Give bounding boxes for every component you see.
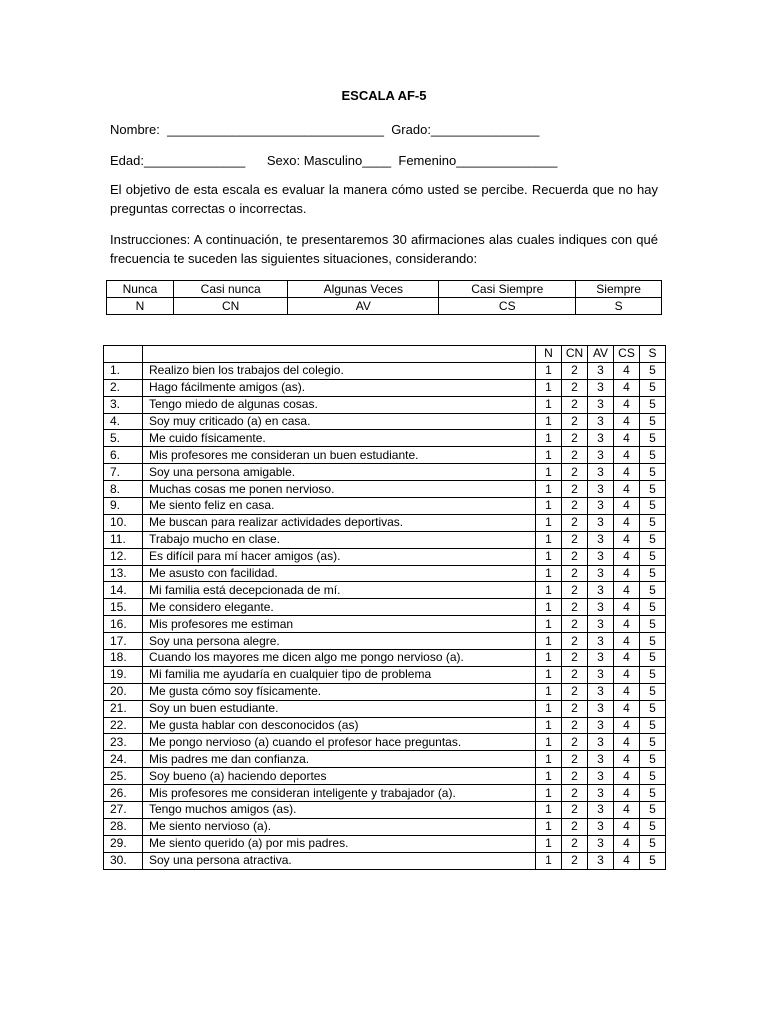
items-header-row — [104, 346, 666, 363]
header-cell: S — [640, 346, 666, 363]
rating-option[interactable]: 4 — [614, 498, 640, 515]
rating-option[interactable]: 1 — [536, 379, 562, 396]
edad-sexo-line: Edad:______________ Sexo: Masculino____ Femenino______________ — [110, 153, 558, 168]
item-statement: Soy una persona atractiva. — [143, 852, 536, 869]
rating-option[interactable]: 1 — [536, 768, 562, 785]
table-row — [104, 599, 666, 616]
rating-option[interactable]: 1 — [536, 818, 562, 835]
rating-option[interactable]: 5 — [640, 413, 666, 430]
header-cell: CS — [614, 346, 640, 363]
rating-option[interactable]: 4 — [614, 464, 640, 481]
table-row — [104, 818, 666, 835]
items-table — [103, 345, 666, 870]
table-row — [104, 835, 666, 852]
item-number: 15. — [104, 599, 143, 616]
item-number: 19. — [104, 666, 143, 683]
table-row — [104, 362, 666, 379]
rating-option[interactable]: 5 — [640, 362, 666, 379]
legend-code: S — [576, 298, 662, 315]
rating-option[interactable]: 2 — [562, 531, 588, 548]
rating-option[interactable]: 4 — [614, 835, 640, 852]
rating-option[interactable]: 3 — [588, 616, 614, 633]
rating-option[interactable]: 5 — [640, 565, 666, 582]
header-cell — [104, 346, 143, 363]
rating-option[interactable]: 3 — [588, 785, 614, 802]
item-statement: Es difícil para mí hacer amigos (as). — [143, 548, 536, 565]
rating-option[interactable]: 2 — [562, 717, 588, 734]
rating-option[interactable]: 5 — [640, 464, 666, 481]
legend-label: Algunas Veces — [288, 281, 439, 298]
instructions-paragraph: Instrucciones: A continuación, te presentaremos 30 afirmaciones alas cuales indiques con qué frecuencia te suceden las siguientes situaciones, considerando: — [110, 232, 658, 266]
item-statement: Me siento nervioso (a). — [143, 818, 536, 835]
item-statement: Soy un buen estudiante. — [143, 700, 536, 717]
legend-code: CN — [173, 298, 288, 315]
legend-label: Nunca — [107, 281, 174, 298]
item-statement: Tengo muchos amigos (as). — [143, 802, 536, 819]
rating-option[interactable]: 5 — [640, 768, 666, 785]
table-row — [104, 852, 666, 869]
header-cell: N — [536, 346, 562, 363]
rating-option[interactable]: 3 — [588, 548, 614, 565]
item-number: 14. — [104, 582, 143, 599]
rating-option[interactable]: 2 — [562, 683, 588, 700]
header-cell: CN — [562, 346, 588, 363]
rating-option[interactable]: 4 — [614, 413, 640, 430]
rating-option[interactable]: 1 — [536, 802, 562, 819]
legend-labels-row — [107, 281, 662, 298]
rating-option[interactable]: 4 — [614, 616, 640, 633]
rating-option[interactable]: 4 — [614, 700, 640, 717]
table-row — [104, 548, 666, 565]
rating-option[interactable]: 3 — [588, 802, 614, 819]
rating-option[interactable]: 3 — [588, 362, 614, 379]
rating-option[interactable]: 4 — [614, 818, 640, 835]
rating-option[interactable]: 1 — [536, 616, 562, 633]
table-row — [104, 751, 666, 768]
rating-option[interactable]: 2 — [562, 379, 588, 396]
rating-option[interactable]: 5 — [640, 785, 666, 802]
page-title: ESCALA AF-5 — [341, 88, 427, 103]
item-statement: Hago fácilmente amigos (as). — [143, 379, 536, 396]
item-number: 18. — [104, 650, 143, 667]
rating-option[interactable]: 2 — [562, 700, 588, 717]
item-number: 20. — [104, 683, 143, 700]
rating-option[interactable]: 1 — [536, 734, 562, 751]
legend-label: Casi nunca — [173, 281, 288, 298]
item-statement: Me pongo nervioso (a) cuando el profesor hace preguntas. — [143, 734, 536, 751]
rating-option[interactable]: 2 — [562, 616, 588, 633]
rating-option[interactable]: 3 — [588, 531, 614, 548]
item-number: 13. — [104, 565, 143, 582]
rating-option[interactable]: 1 — [536, 633, 562, 650]
rating-option[interactable]: 5 — [640, 531, 666, 548]
item-statement: Soy bueno (a) haciendo deportes — [143, 768, 536, 785]
item-number: 17. — [104, 633, 143, 650]
table-row — [104, 514, 666, 531]
rating-option[interactable]: 4 — [614, 599, 640, 616]
table-row — [104, 700, 666, 717]
rating-option[interactable]: 2 — [562, 396, 588, 413]
rating-option[interactable]: 2 — [562, 835, 588, 852]
rating-option[interactable]: 4 — [614, 582, 640, 599]
rating-option[interactable]: 3 — [588, 666, 614, 683]
rating-option[interactable]: 4 — [614, 768, 640, 785]
item-number: 22. — [104, 717, 143, 734]
legend-label: Siempre — [576, 281, 662, 298]
table-row — [104, 582, 666, 599]
rating-option[interactable]: 4 — [614, 548, 640, 565]
table-row — [104, 683, 666, 700]
rating-option[interactable]: 4 — [614, 717, 640, 734]
rating-option[interactable]: 2 — [562, 498, 588, 515]
rating-option[interactable]: 5 — [640, 447, 666, 464]
item-number: 21. — [104, 700, 143, 717]
rating-option[interactable]: 5 — [640, 430, 666, 447]
header-cell — [143, 346, 536, 363]
item-statement: Me cuido físicamente. — [143, 430, 536, 447]
item-number: 27. — [104, 802, 143, 819]
objective-paragraph: El objetivo de esta escala es evaluar la manera cómo usted se percibe. Recuerda que no hay preguntas correctas o incorrectas. — [110, 182, 658, 216]
item-number: 12. — [104, 548, 143, 565]
item-statement: Mis profesores me estiman — [143, 616, 536, 633]
rating-option[interactable]: 2 — [562, 514, 588, 531]
rating-option[interactable]: 3 — [588, 498, 614, 515]
table-row — [104, 616, 666, 633]
rating-option[interactable]: 4 — [614, 565, 640, 582]
rating-option[interactable]: 3 — [588, 768, 614, 785]
rating-option[interactable]: 2 — [562, 802, 588, 819]
rating-option[interactable]: 3 — [588, 413, 614, 430]
table-row — [104, 396, 666, 413]
rating-option[interactable]: 1 — [536, 514, 562, 531]
rating-option[interactable]: 4 — [614, 751, 640, 768]
rating-option[interactable]: 3 — [588, 565, 614, 582]
rating-option[interactable]: 1 — [536, 413, 562, 430]
rating-option[interactable]: 1 — [536, 683, 562, 700]
rating-option[interactable]: 1 — [536, 396, 562, 413]
nombre-grado-line: Nombre: ______________________________ Grado:_______________ — [110, 122, 540, 137]
item-number: 28. — [104, 818, 143, 835]
table-row — [104, 768, 666, 785]
rating-option[interactable]: 2 — [562, 582, 588, 599]
rating-option[interactable]: 5 — [640, 633, 666, 650]
rating-option[interactable]: 4 — [614, 514, 640, 531]
rating-option[interactable]: 3 — [588, 818, 614, 835]
table-row — [104, 734, 666, 751]
table-row — [104, 802, 666, 819]
item-number: 1. — [104, 362, 143, 379]
rating-option[interactable]: 2 — [562, 464, 588, 481]
rating-option[interactable]: 5 — [640, 379, 666, 396]
rating-option[interactable]: 5 — [640, 599, 666, 616]
rating-option[interactable]: 5 — [640, 514, 666, 531]
rating-option[interactable]: 5 — [640, 818, 666, 835]
rating-option[interactable]: 1 — [536, 430, 562, 447]
rating-option[interactable]: 2 — [562, 447, 588, 464]
rating-option[interactable]: 5 — [640, 751, 666, 768]
rating-option[interactable]: 1 — [536, 565, 562, 582]
rating-option[interactable]: 2 — [562, 413, 588, 430]
item-number: 4. — [104, 413, 143, 430]
rating-option[interactable]: 2 — [562, 362, 588, 379]
table-row — [104, 565, 666, 582]
legend-codes-row — [107, 298, 662, 315]
rating-option[interactable]: 2 — [562, 565, 588, 582]
item-statement: Me siento querido (a) por mis padres. — [143, 835, 536, 852]
item-statement: Realizo bien los trabajos del colegio. — [143, 362, 536, 379]
table-row — [104, 717, 666, 734]
item-number: 3. — [104, 396, 143, 413]
item-number: 16. — [104, 616, 143, 633]
rating-option[interactable]: 1 — [536, 751, 562, 768]
legend-code: N — [107, 298, 174, 315]
table-row — [104, 379, 666, 396]
legend-code: CS — [439, 298, 576, 315]
rating-option[interactable]: 2 — [562, 852, 588, 869]
rating-option[interactable]: 2 — [562, 818, 588, 835]
rating-option[interactable]: 2 — [562, 751, 588, 768]
rating-option[interactable]: 5 — [640, 582, 666, 599]
table-row — [104, 413, 666, 430]
rating-option[interactable]: 4 — [614, 396, 640, 413]
rating-option[interactable]: 3 — [588, 650, 614, 667]
item-statement: Me asusto con facilidad. — [143, 565, 536, 582]
rating-option[interactable]: 3 — [588, 599, 614, 616]
rating-option[interactable]: 1 — [536, 785, 562, 802]
item-number: 11. — [104, 531, 143, 548]
rating-option[interactable]: 3 — [588, 430, 614, 447]
item-number: 26. — [104, 785, 143, 802]
rating-option[interactable]: 5 — [640, 700, 666, 717]
rating-option[interactable]: 3 — [588, 683, 614, 700]
rating-option[interactable]: 1 — [536, 852, 562, 869]
rating-option[interactable]: 1 — [536, 582, 562, 599]
item-number: 6. — [104, 447, 143, 464]
rating-option[interactable]: 5 — [640, 396, 666, 413]
rating-option[interactable]: 5 — [640, 481, 666, 498]
rating-option[interactable]: 4 — [614, 481, 640, 498]
rating-option[interactable]: 2 — [562, 768, 588, 785]
rating-option[interactable]: 1 — [536, 447, 562, 464]
rating-option[interactable]: 3 — [588, 633, 614, 650]
item-statement: Mi familia me ayudaría en cualquier tipo de problema — [143, 666, 536, 683]
rating-option[interactable]: 3 — [588, 835, 614, 852]
item-statement: Mis profesores me consideran inteligente y trabajador (a). — [143, 785, 536, 802]
item-statement: Me buscan para realizar actividades deportivas. — [143, 514, 536, 531]
table-row — [104, 447, 666, 464]
rating-option[interactable]: 1 — [536, 650, 562, 667]
rating-option[interactable]: 2 — [562, 734, 588, 751]
rating-option[interactable]: 3 — [588, 514, 614, 531]
rating-option[interactable]: 4 — [614, 379, 640, 396]
table-row — [104, 464, 666, 481]
item-statement: Soy una persona amigable. — [143, 464, 536, 481]
rating-option[interactable]: 3 — [588, 734, 614, 751]
item-number: 2. — [104, 379, 143, 396]
item-statement: Me gusta hablar con desconocidos (as) — [143, 717, 536, 734]
table-row — [104, 650, 666, 667]
item-statement: Me considero elegante. — [143, 599, 536, 616]
item-number: 9. — [104, 498, 143, 515]
rating-option[interactable]: 2 — [562, 666, 588, 683]
rating-option[interactable]: 5 — [640, 650, 666, 667]
rating-option[interactable]: 1 — [536, 481, 562, 498]
item-number: 10. — [104, 514, 143, 531]
rating-option[interactable]: 1 — [536, 531, 562, 548]
item-statement: Me siento feliz en casa. — [143, 498, 536, 515]
item-statement: Tengo miedo de algunas cosas. — [143, 396, 536, 413]
rating-option[interactable]: 4 — [614, 852, 640, 869]
item-number: 5. — [104, 430, 143, 447]
rating-option[interactable]: 2 — [562, 633, 588, 650]
item-statement: Me gusta cómo soy físicamente. — [143, 683, 536, 700]
rating-option[interactable]: 4 — [614, 447, 640, 464]
rating-option[interactable]: 4 — [614, 734, 640, 751]
rating-option[interactable]: 1 — [536, 599, 562, 616]
rating-option[interactable]: 4 — [614, 666, 640, 683]
rating-option[interactable]: 2 — [562, 548, 588, 565]
item-number: 24. — [104, 751, 143, 768]
rating-option[interactable]: 1 — [536, 548, 562, 565]
rating-option[interactable]: 4 — [614, 633, 640, 650]
rating-option[interactable]: 1 — [536, 362, 562, 379]
rating-option[interactable]: 4 — [614, 430, 640, 447]
rating-option[interactable]: 3 — [588, 447, 614, 464]
rating-option[interactable]: 4 — [614, 802, 640, 819]
rating-option[interactable]: 5 — [640, 852, 666, 869]
item-number: 23. — [104, 734, 143, 751]
legend-label: Casi Siempre — [439, 281, 576, 298]
item-statement: Trabajo mucho en clase. — [143, 531, 536, 548]
table-row — [104, 531, 666, 548]
rating-option[interactable]: 5 — [640, 498, 666, 515]
rating-option[interactable]: 3 — [588, 396, 614, 413]
table-row — [104, 633, 666, 650]
rating-option[interactable]: 1 — [536, 666, 562, 683]
rating-option[interactable]: 3 — [588, 464, 614, 481]
rating-option[interactable]: 5 — [640, 683, 666, 700]
rating-option[interactable]: 1 — [536, 700, 562, 717]
table-row — [104, 785, 666, 802]
item-statement: Mi familia está decepcionada de mí. — [143, 582, 536, 599]
item-statement: Soy una persona alegre. — [143, 633, 536, 650]
item-number: 7. — [104, 464, 143, 481]
item-statement: Mis padres me dan confianza. — [143, 751, 536, 768]
item-statement: Soy muy criticado (a) en casa. — [143, 413, 536, 430]
rating-option[interactable]: 3 — [588, 717, 614, 734]
rating-option[interactable]: 5 — [640, 802, 666, 819]
rating-option[interactable]: 5 — [640, 666, 666, 683]
rating-option[interactable]: 4 — [614, 650, 640, 667]
rating-option[interactable]: 1 — [536, 464, 562, 481]
rating-option[interactable]: 5 — [640, 835, 666, 852]
table-row — [104, 430, 666, 447]
rating-option[interactable]: 5 — [640, 734, 666, 751]
item-number: 30. — [104, 852, 143, 869]
rating-option[interactable]: 3 — [588, 582, 614, 599]
table-row — [104, 481, 666, 498]
table-row — [104, 498, 666, 515]
rating-option[interactable]: 3 — [588, 379, 614, 396]
item-number: 29. — [104, 835, 143, 852]
frequency-legend-table — [106, 280, 662, 315]
item-statement: Mis profesores me consideran un buen estudiante. — [143, 447, 536, 464]
legend-code: AV — [288, 298, 439, 315]
rating-option[interactable]: 1 — [536, 835, 562, 852]
rating-option[interactable]: 4 — [614, 362, 640, 379]
header-cell: AV — [588, 346, 614, 363]
rating-option[interactable]: 2 — [562, 599, 588, 616]
rating-option[interactable]: 5 — [640, 616, 666, 633]
rating-option[interactable]: 1 — [536, 717, 562, 734]
rating-option[interactable]: 2 — [562, 481, 588, 498]
rating-option[interactable]: 2 — [562, 650, 588, 667]
rating-option[interactable]: 3 — [588, 751, 614, 768]
rating-option[interactable]: 3 — [588, 481, 614, 498]
item-number: 25. — [104, 768, 143, 785]
rating-option[interactable]: 4 — [614, 531, 640, 548]
rating-option[interactable]: 2 — [562, 430, 588, 447]
rating-option[interactable]: 4 — [614, 785, 640, 802]
table-row — [104, 666, 666, 683]
item-number: 8. — [104, 481, 143, 498]
rating-option[interactable]: 5 — [640, 548, 666, 565]
rating-option[interactable]: 5 — [640, 717, 666, 734]
rating-option[interactable]: 1 — [536, 498, 562, 515]
rating-option[interactable]: 4 — [614, 683, 640, 700]
rating-option[interactable]: 2 — [562, 785, 588, 802]
item-statement: Muchas cosas me ponen nervioso. — [143, 481, 536, 498]
rating-option[interactable]: 3 — [588, 852, 614, 869]
item-statement: Cuando los mayores me dicen algo me pongo nervioso (a). — [143, 650, 536, 667]
rating-option[interactable]: 3 — [588, 700, 614, 717]
